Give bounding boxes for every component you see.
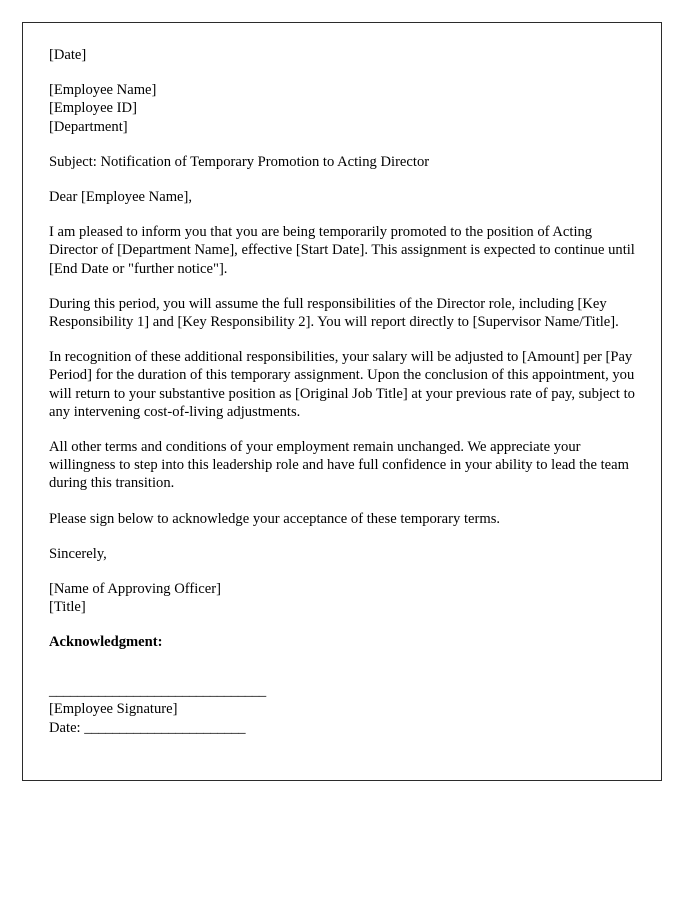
date-field-rule: _______________________: [84, 720, 246, 737]
acknowledgment-heading: Acknowledgment:: [49, 634, 163, 651]
closing: Sincerely,: [49, 545, 107, 562]
signature-label: [Employee Signature]: [49, 700, 178, 717]
signatory-block: [49, 580, 635, 616]
body-paragraph-1: I am pleased to inform you that you are being temporarily promoted to the position of Acting Director of [Department Name], effective [Start Date]. This assignment is expected to continue until [End Date or "further notice"].: [49, 224, 635, 277]
body-paragraph-2: During this period, you will assume the full responsibilities of the Director role, including [Key Responsibility 1] and [Key Responsibility 2]. You will report directly to [Supervisor Name/Title].: [49, 295, 619, 331]
signatory-title: [Title]: [49, 599, 86, 616]
signature-rule: _______________________________: [49, 682, 266, 699]
date-line: [Date]: [49, 47, 87, 63]
body-paragraph-3: In recognition of these additional responsibilities, your salary will be adjusted to [Amount] per [Pay Period] for the duration of this temporary assignment. Upon the conclusion of this appointment, you will return to your substantive position as [Original Job Title] at your previous rate of pay, subject to any intervening cost-of-living adjustments.: [49, 349, 635, 420]
salutation: Dear [Employee Name],: [49, 189, 193, 206]
subject-line: Subject: Notification of Temporary Promotion to Acting Director: [49, 153, 430, 170]
body-paragraph-4: All other terms and conditions of your employment remain unchanged. We appreciate your willingness to step into this leadership role and have full confidence in your ability to lead the team during this transition.: [49, 439, 629, 492]
recipient-name: [Employee Name]: [49, 82, 157, 99]
signatory-name: [Name of Approving Officer]: [49, 581, 221, 598]
letter-page: [22, 22, 662, 781]
recipient-id: [Employee ID]: [49, 100, 137, 117]
date-field-row: [49, 719, 635, 737]
recipient-department: [Department]: [49, 118, 128, 135]
body-paragraph-5: Please sign below to acknowledge your acceptance of these temporary terms.: [49, 510, 501, 527]
date-field-label: Date:: [49, 720, 85, 737]
recipient-block: [49, 81, 635, 136]
signature-block: [49, 682, 635, 718]
letter-body: [49, 46, 635, 737]
